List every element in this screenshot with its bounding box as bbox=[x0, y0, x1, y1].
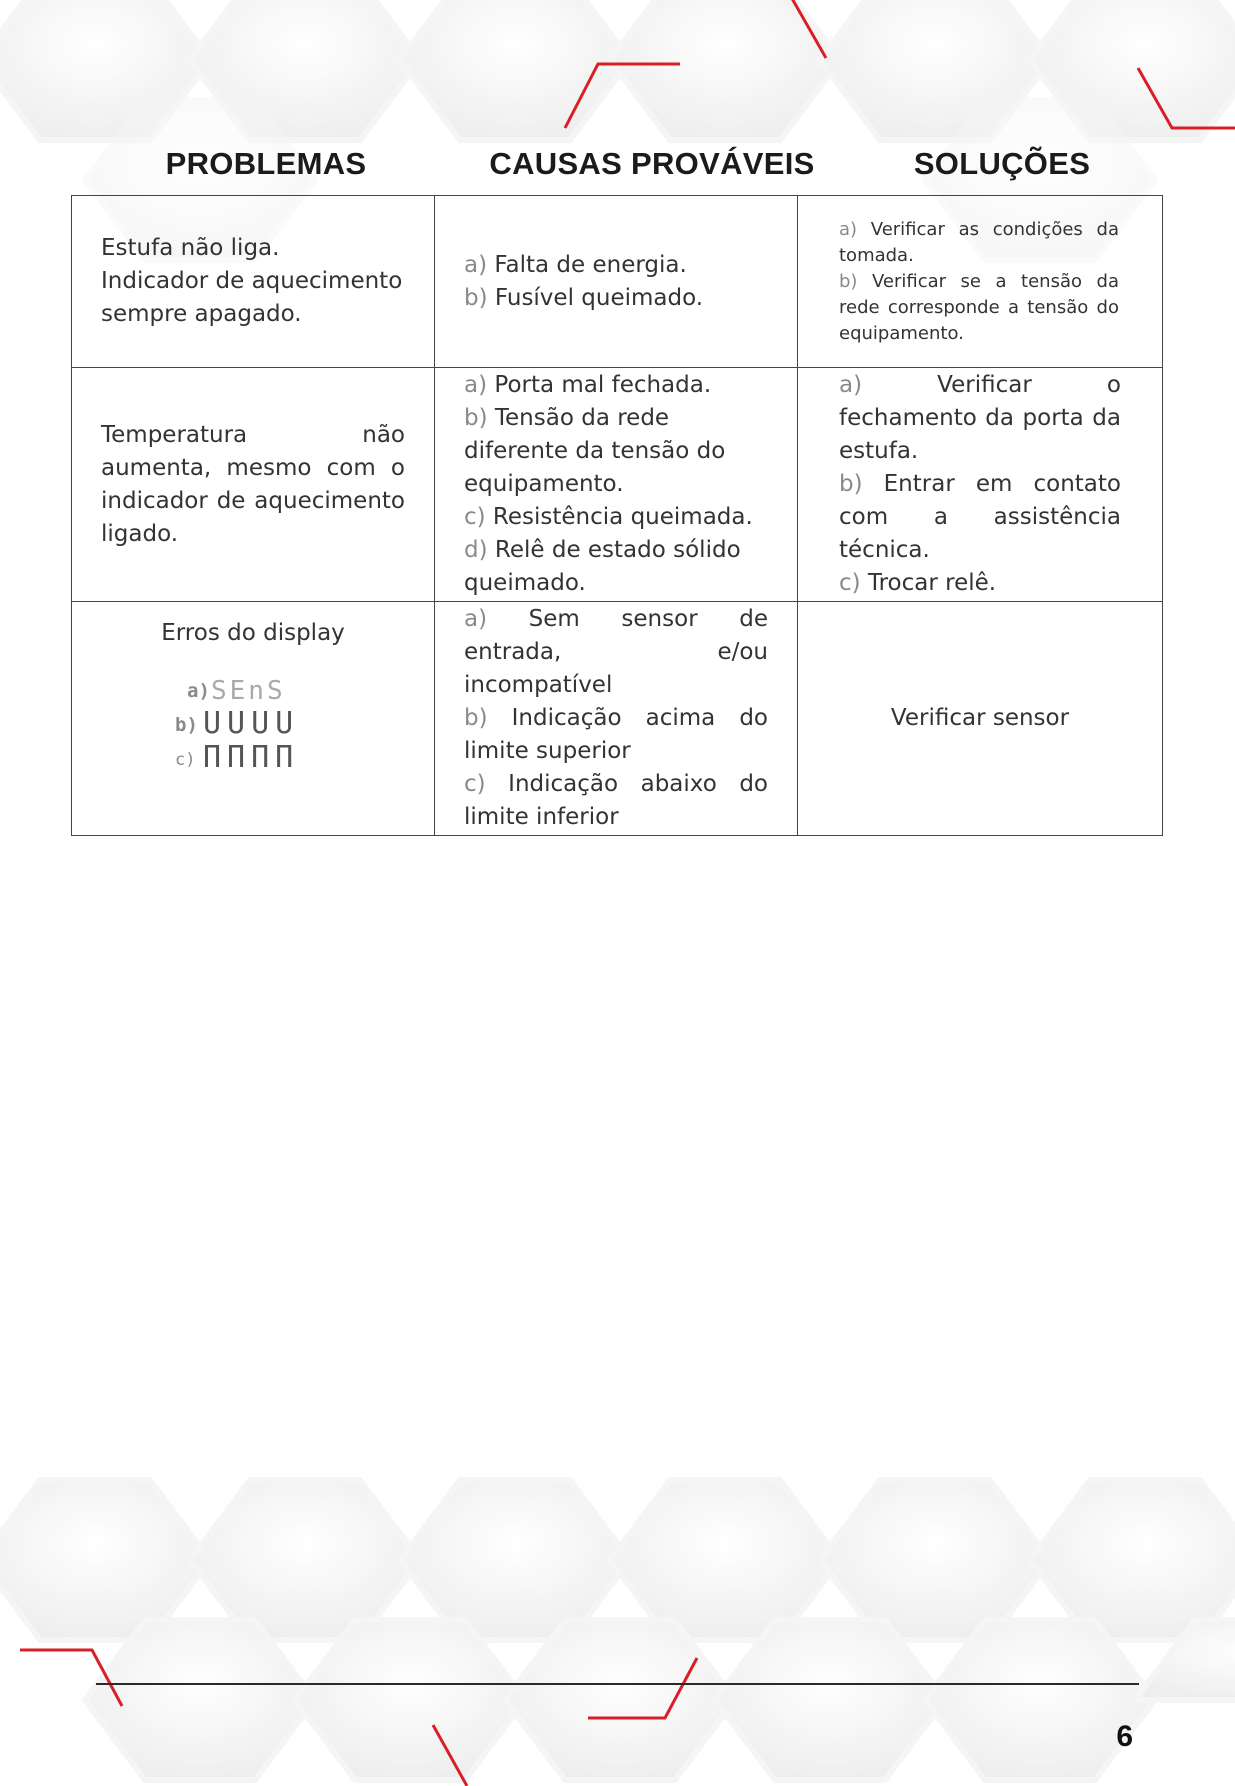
display-error-codes bbox=[173, 672, 333, 772]
table-row bbox=[72, 196, 1163, 368]
display-error-a-letter: a) bbox=[187, 680, 210, 702]
cause-letter: a) bbox=[464, 372, 488, 398]
display-error-a-code: SEnS bbox=[211, 676, 286, 706]
table-row bbox=[72, 368, 1163, 602]
cause-text: Porta mal fechada. bbox=[487, 372, 712, 398]
problem-text: Erros do display bbox=[161, 620, 345, 646]
solution-item bbox=[839, 269, 1119, 347]
display-error-c-letter: c) bbox=[175, 750, 196, 770]
cause-text: Sem sensor de entrada, e/ou incompatível bbox=[464, 606, 768, 698]
solution-text: Trocar relê. bbox=[860, 570, 997, 596]
cause-item bbox=[464, 402, 770, 501]
cause-item bbox=[464, 603, 768, 702]
solution-item bbox=[839, 369, 1121, 468]
causes-cell bbox=[435, 368, 798, 602]
solution-text: Verificar as condições da tomada. bbox=[839, 218, 1119, 266]
cause-letter: d) bbox=[464, 537, 488, 563]
cause-item bbox=[464, 501, 770, 534]
solution-item bbox=[839, 567, 1121, 600]
solution-text: Entrar em contato com a assistência técnica. bbox=[839, 471, 1121, 563]
solutions-cell bbox=[798, 602, 1163, 836]
solution-text: Verificar se a tensão da rede corresponde a tensão do equipamento. bbox=[839, 270, 1119, 344]
cause-item bbox=[464, 249, 768, 282]
solution-letter: a) bbox=[839, 372, 863, 398]
solutions-cell bbox=[798, 196, 1163, 368]
cause-letter: c) bbox=[464, 771, 486, 797]
cause-text: Resistência queimada. bbox=[485, 504, 753, 530]
problem-cell bbox=[72, 602, 435, 836]
problem-cell bbox=[72, 368, 435, 602]
cause-item bbox=[464, 369, 770, 402]
cause-letter: a) bbox=[464, 606, 488, 632]
solution-letter: a) bbox=[839, 218, 858, 240]
solution-item bbox=[839, 217, 1119, 269]
display-error-b-letter: b) bbox=[175, 714, 198, 736]
cause-text: Fusível queimado. bbox=[487, 284, 704, 311]
cause-text: Relê de estado sólido queimado. bbox=[464, 537, 741, 596]
cause-text: Tensão da rede diferente da tensão do equipamento. bbox=[464, 405, 726, 497]
cause-letter: a) bbox=[464, 251, 488, 278]
cause-item bbox=[464, 768, 768, 834]
display-error-b-code: UUUU bbox=[203, 706, 300, 741]
header-solutions: SOLUÇÕES bbox=[913, 146, 1091, 181]
cause-item bbox=[464, 282, 768, 315]
cause-letter: b) bbox=[464, 405, 488, 431]
solution-text: Verificar sensor bbox=[890, 705, 1070, 731]
solutions-cell bbox=[798, 368, 1163, 602]
problem-line: Estufa não liga. bbox=[101, 235, 280, 261]
cause-letter: b) bbox=[464, 705, 488, 731]
problem-line: Indicador de aquecimento bbox=[101, 268, 403, 294]
table-row bbox=[72, 602, 1163, 836]
solution-letter: b) bbox=[839, 471, 863, 497]
cause-item bbox=[464, 534, 770, 600]
causes-cell bbox=[435, 602, 798, 836]
solution-letter: b) bbox=[839, 270, 858, 292]
solution-letter: c) bbox=[839, 570, 861, 596]
footer-divider bbox=[96, 1683, 1139, 1685]
cause-letter: b) bbox=[464, 284, 488, 311]
troubleshooting-table bbox=[71, 195, 1163, 836]
header-causes: CAUSAS PROVÁVEIS bbox=[489, 146, 815, 181]
problem-line: sempre apagado. bbox=[101, 301, 302, 327]
causes-cell bbox=[435, 196, 798, 368]
solution-item bbox=[839, 468, 1121, 567]
cause-text: Indicação acima do limite superior bbox=[464, 705, 768, 764]
problem-text: Temperatura não aumenta, mesmo com o indicador de aquecimento ligado. bbox=[101, 421, 405, 547]
cause-text: Indicação abaixo do limite inferior bbox=[464, 771, 768, 830]
solution-text: Verificar o fechamento da porta da estufa. bbox=[839, 372, 1121, 464]
display-error-c-code: ΠΠΠΠ bbox=[203, 740, 300, 772]
cause-item bbox=[464, 702, 768, 768]
problem-cell bbox=[72, 196, 435, 368]
page-number: 6 bbox=[1116, 1720, 1133, 1753]
cause-text: Falta de energia. bbox=[487, 251, 687, 278]
cause-letter: c) bbox=[464, 504, 486, 530]
header-problems: PROBLEMAS bbox=[165, 146, 367, 181]
